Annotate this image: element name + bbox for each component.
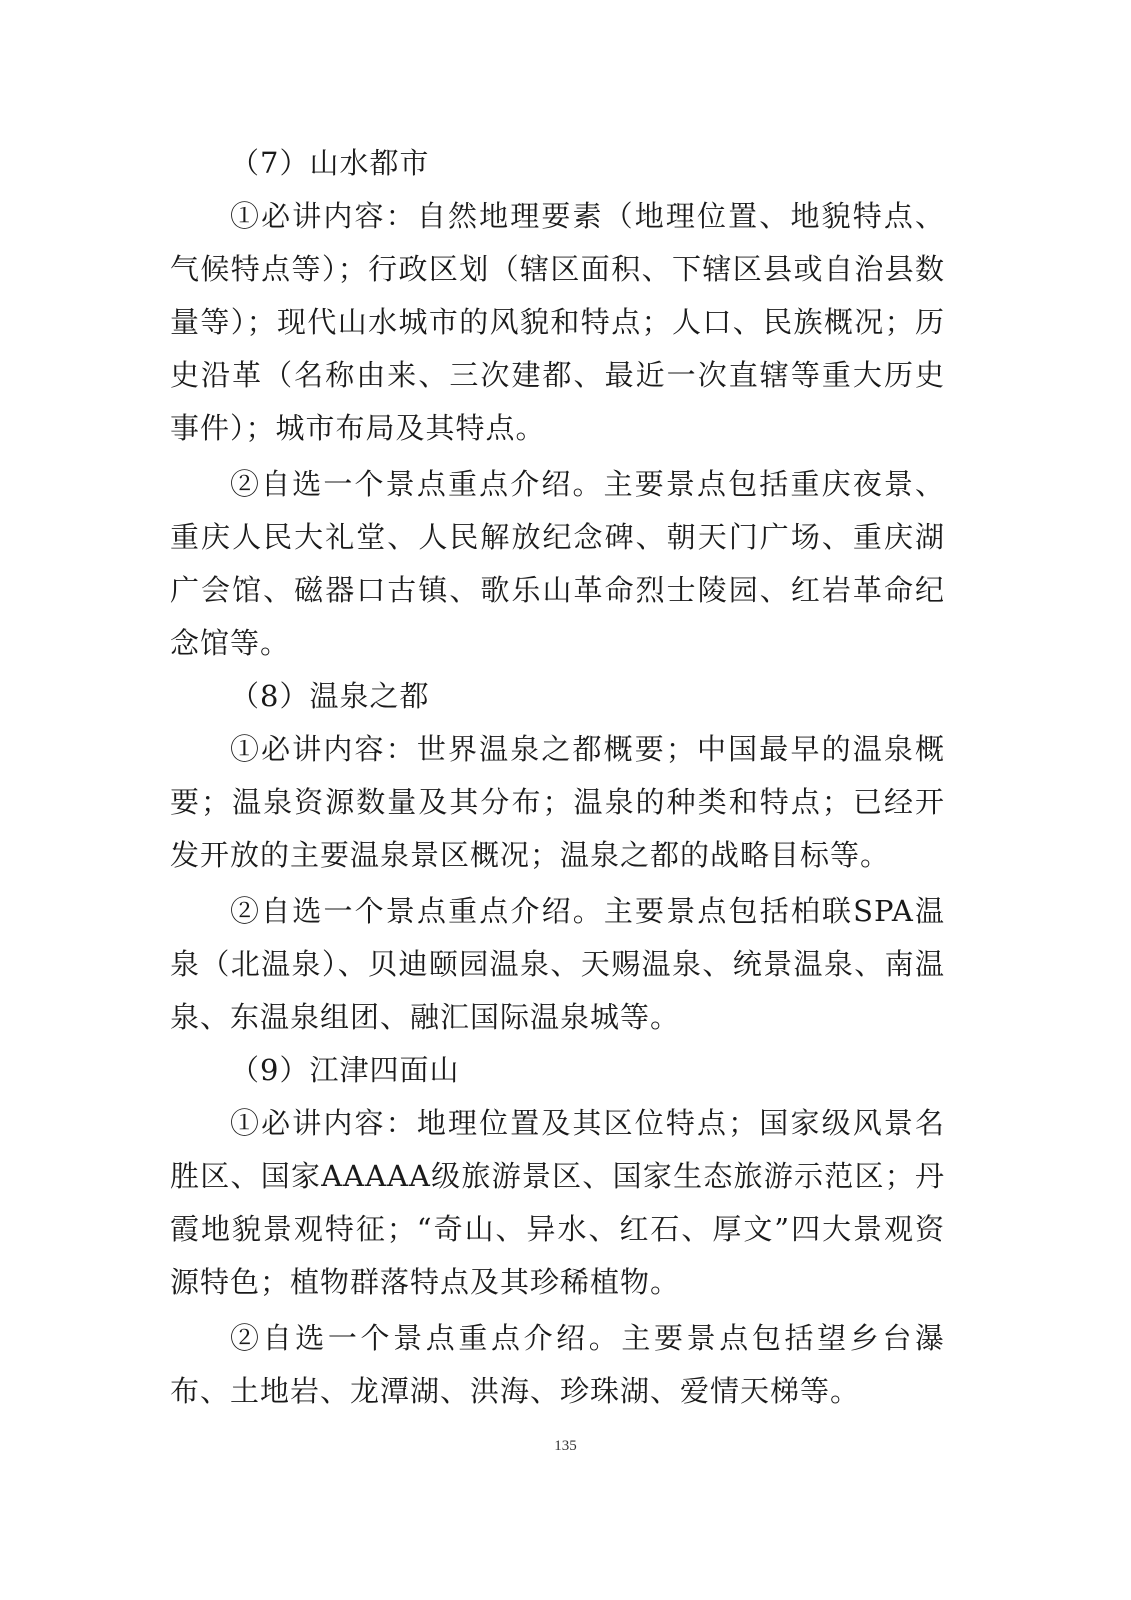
document-body <box>170 137 945 1418</box>
paragraph: ②自选一个景点重点介绍。主要景点包括重庆夜景、重庆人民大礼堂、人民解放纪念碑、朝天门广场、重庆湖广会馆、磁器口古镇、歌乐山革命烈士陵园、红岩革命纪念馆等。 <box>170 467 945 660</box>
section-heading: （7）山水都市 <box>230 146 430 180</box>
paragraph: ②自选一个景点重点介绍。主要景点包括柏联SPA温泉（北温泉）、贝迪颐园温泉、天赐温泉、统景温泉、南温泉、东温泉组团、融汇国际温泉城等。 <box>170 894 945 1034</box>
section-heading: （8）温泉之都 <box>230 679 430 713</box>
section-heading: （9）江津四面山 <box>230 1053 460 1087</box>
section-jiangjin-simianshan <box>170 1044 945 1418</box>
section-mountain-water-city <box>170 137 945 670</box>
paragraph: ①必讲内容：自然地理要素（地理位置、地貌特点、气候特点等）；行政区划（辖区面积、下辖区县或自治县数量等）；现代山水城市的风貌和特点；人口、民族概况；历史沿革（名称由来、三次建都、最近一次直辖等重大历史事件）；城市布局及其特点。 <box>170 199 945 445</box>
paragraph: ①必讲内容：地理位置及其区位特点；国家级风景名胜区、国家AAAAA级旅游景区、国家生态旅游示范区；丹霞地貌景观特征；“奇山、异水、红石、厚文”四大景观资源特色；植物群落特点及其珍稀植物。 <box>170 1106 945 1299</box>
paragraph: ①必讲内容：世界温泉之都概要；中国最早的温泉概要；温泉资源数量及其分布；温泉的种类和特点；已经开发开放的主要温泉景区概况；温泉之都的战略目标等。 <box>170 732 945 872</box>
section-hot-spring-capital <box>170 670 945 1044</box>
paragraph: ②自选一个景点重点介绍。主要景点包括望乡台瀑布、土地岩、龙潭湖、洪海、珍珠湖、爱情天梯等。 <box>170 1321 945 1408</box>
page-number: 135 <box>554 1438 577 1454</box>
